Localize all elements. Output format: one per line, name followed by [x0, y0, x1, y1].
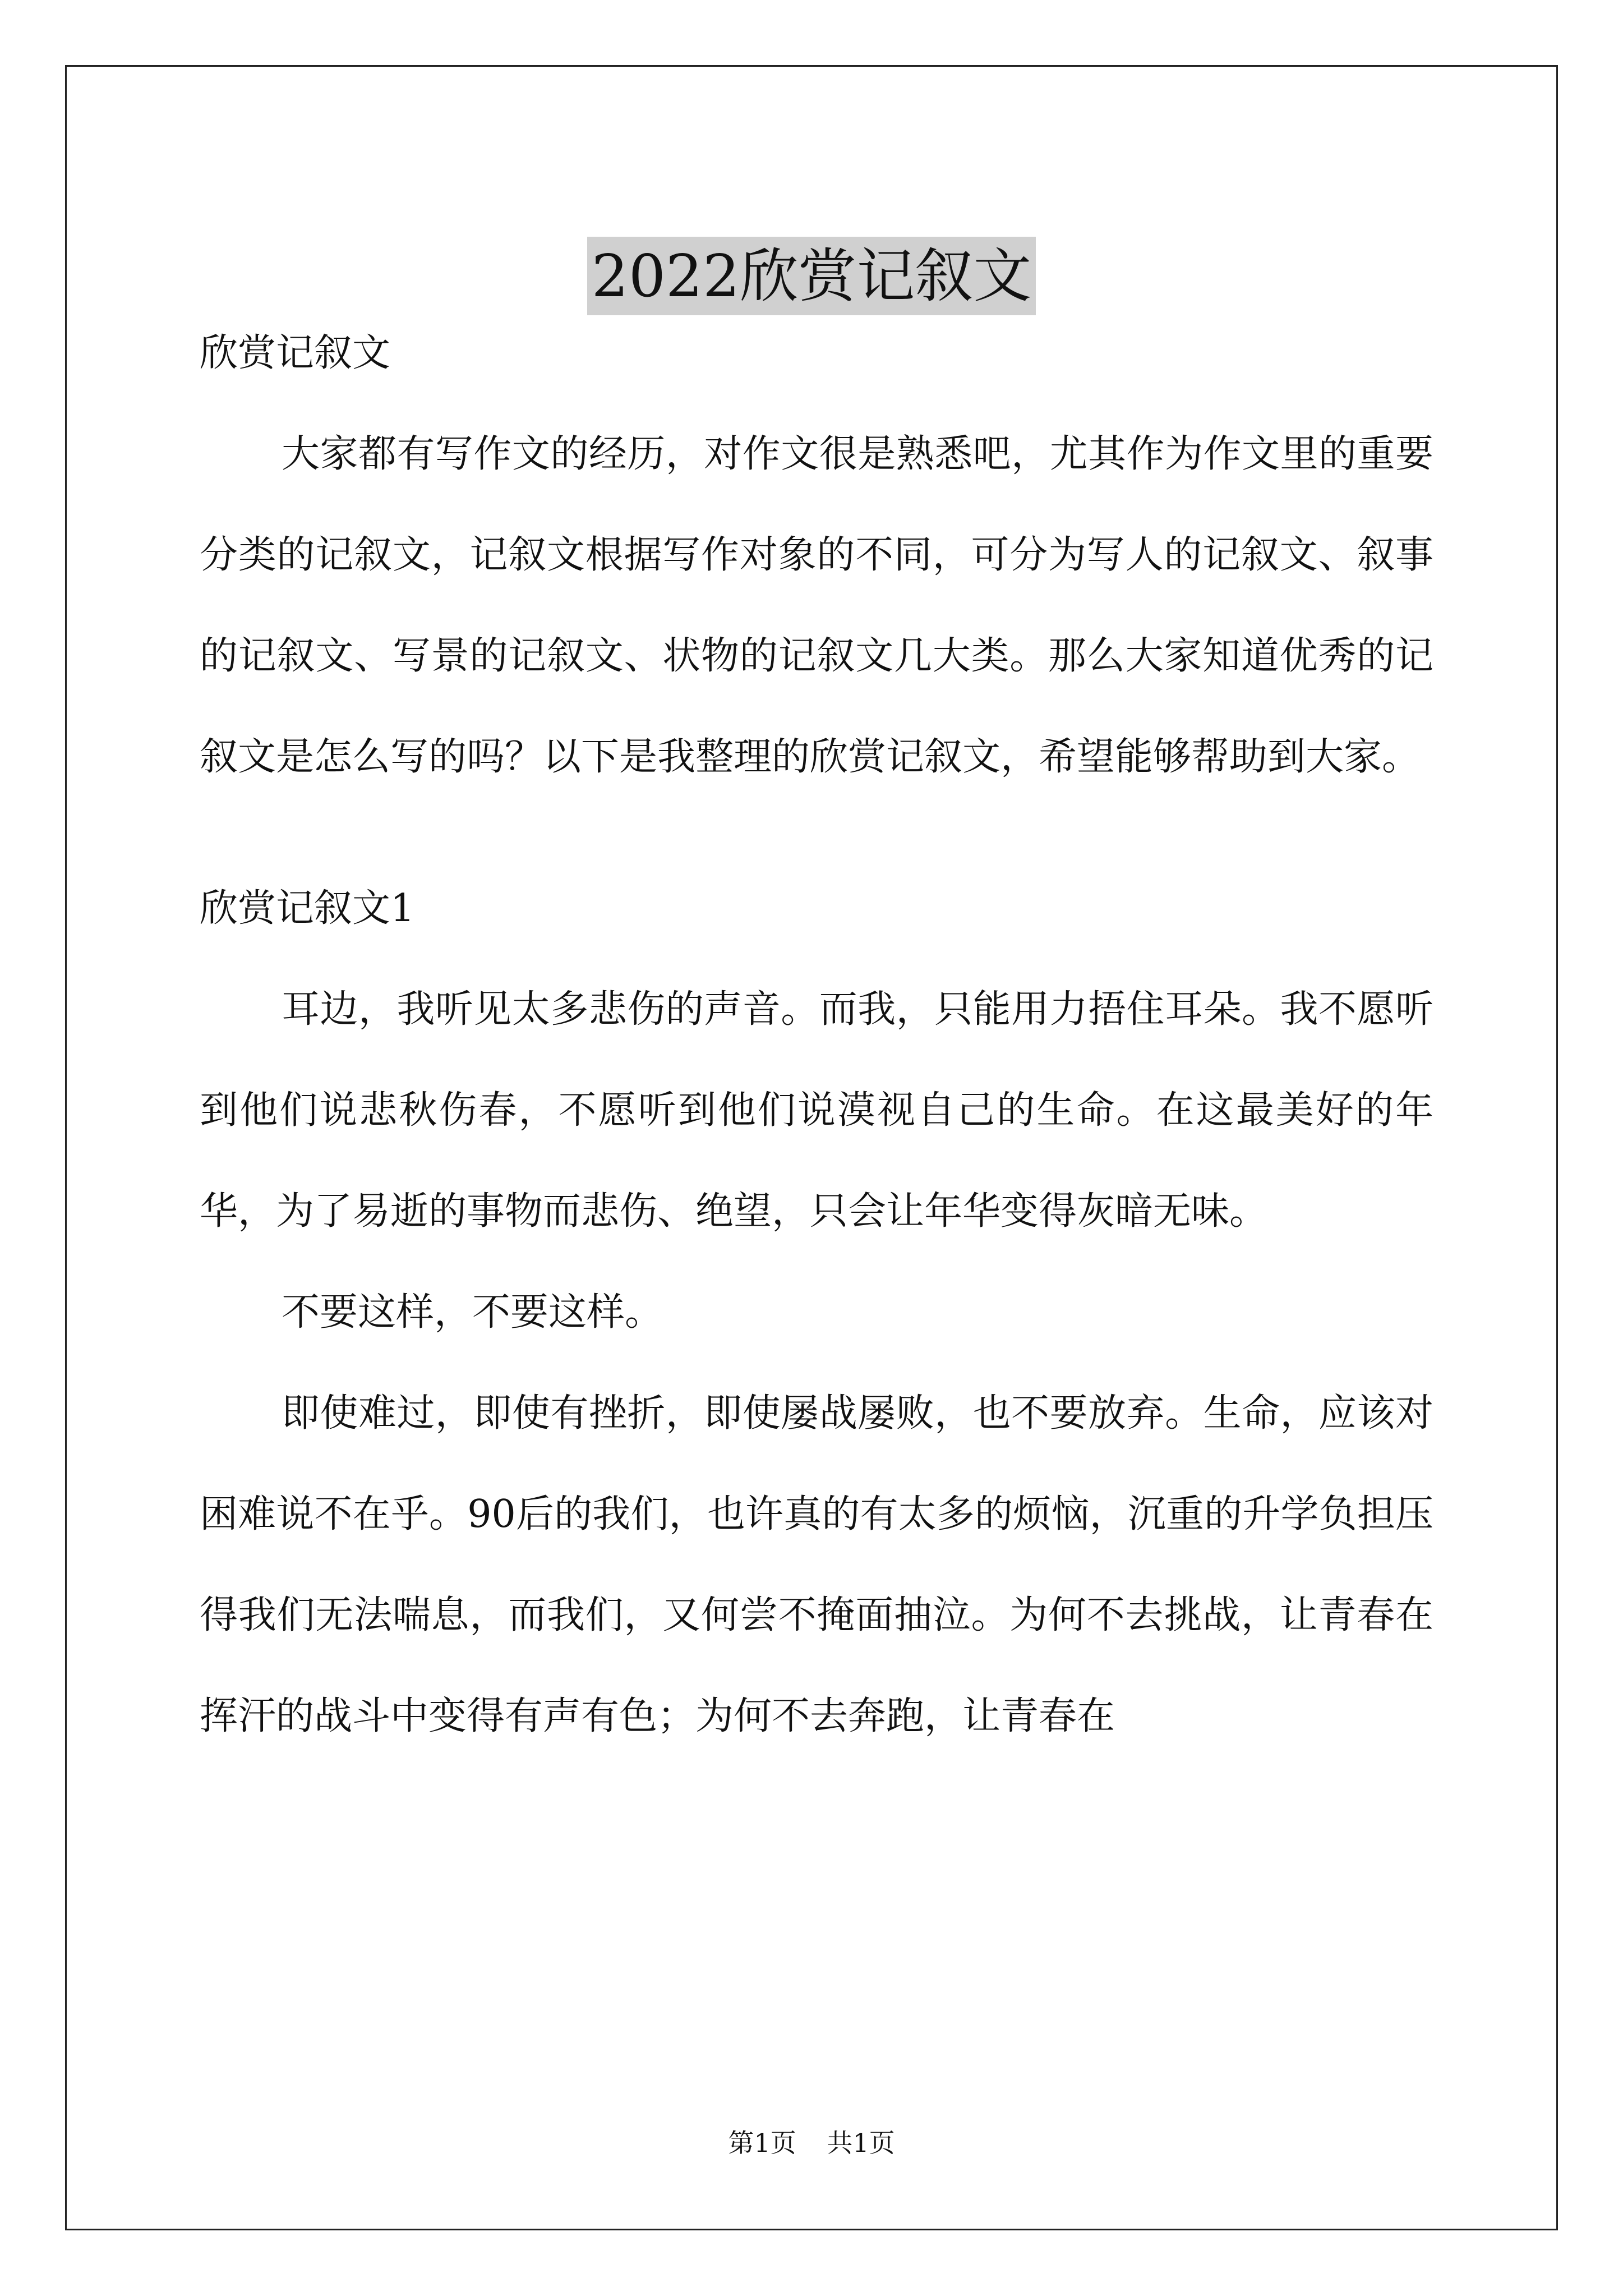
body-paragraph-3: 即使难过，即使有挫折，即使屡战屡败，也不要放弃。生命，应该对困难说不在乎。90后的我们，也许真的有太多的烦恼，沉重的升学负担压得我们无法喘息，而我们，又何尝不掩面抽泣。为何不去挑战，让青春在挥汗的战斗中变得有声有色；为何不去奔跑，让青春在 [200, 1391, 1433, 1738]
section-gap [200, 808, 1433, 858]
intro-paragraph: 大家都有写作文的经历，对作文很是熟悉吧，尤其作为作文里的重要分类的记叙文，记叙文根据写作对象的不同，可分为写人的记叙文、叙事的记叙文、写景的记叙文、状物的记叙文几大类。那么大家知道优秀的记叙文是怎么写的吗？以下是我整理的欣赏记叙文，希望能够帮助到大家。 [200, 432, 1433, 779]
section-heading: 欣赏记叙文1 [200, 886, 415, 931]
page-number-total: 共1页 [827, 2128, 895, 2158]
body-paragraph-1: 耳边，我听见太多悲伤的声音。而我，只能用力捂住耳朵。我不愿听到他们说悲秋伤春，不愿听到他们说漠视自己的生命。在这最美好的年华，为了易逝的事物而悲伤、绝望，只会让年华变得灰暗无味。 [200, 987, 1433, 1234]
intro-heading: 欣赏记叙文 [200, 331, 391, 375]
document-body [200, 303, 1433, 1767]
document-title: 2022欣赏记叙文 [587, 237, 1036, 315]
page-number-current: 第1页 [728, 2128, 796, 2158]
page-footer [0, 2126, 1623, 2160]
body-paragraph-2: 不要这样，不要这样。 [282, 1290, 663, 1335]
